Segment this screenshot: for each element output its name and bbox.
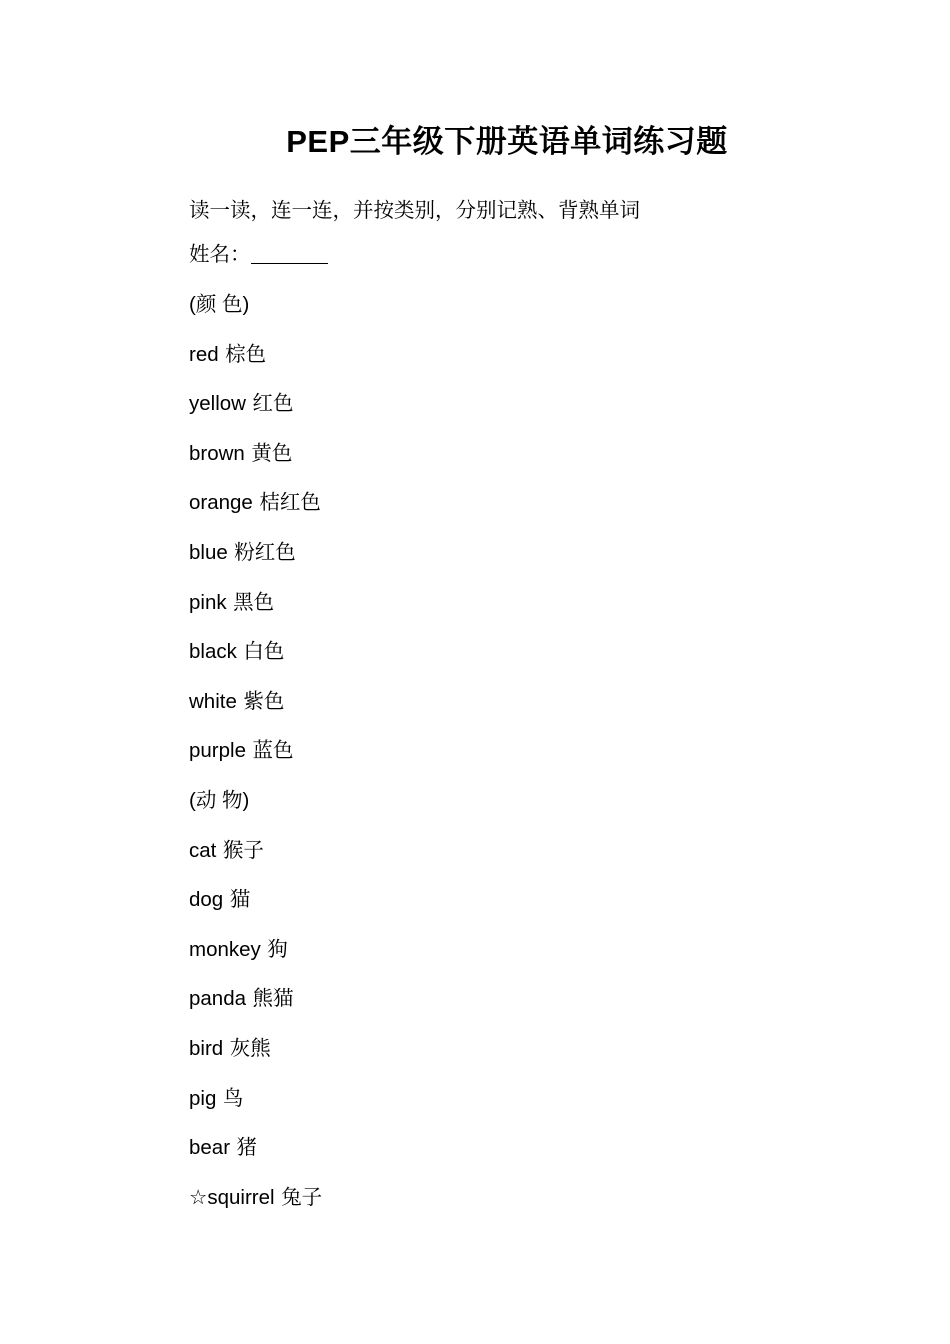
list-item bbox=[189, 437, 322, 487]
list-item bbox=[189, 635, 322, 685]
item-chinese: 狗 bbox=[260, 936, 288, 961]
instruction-text: 读一读，连一连，并按类别，分别记熟、背熟单词 bbox=[189, 198, 640, 222]
list-item bbox=[189, 1032, 322, 1082]
category-heading-colors bbox=[189, 288, 322, 338]
item-english: (颜 色) bbox=[189, 293, 250, 316]
item-chinese: 红色 bbox=[245, 391, 294, 416]
item-english: dog bbox=[189, 888, 224, 912]
item-english: panda bbox=[189, 987, 247, 1011]
list-item bbox=[189, 1082, 322, 1132]
name-label: 姓名： bbox=[189, 243, 251, 266]
item-english: monkey bbox=[189, 937, 261, 961]
item-english: brown bbox=[189, 441, 245, 465]
item-chinese: 鸟 bbox=[216, 1085, 244, 1110]
item-english: blue bbox=[189, 540, 228, 564]
item-chinese: 蓝色 bbox=[246, 738, 294, 763]
list-item bbox=[189, 933, 322, 983]
list-item bbox=[189, 734, 322, 784]
item-english: black bbox=[189, 640, 237, 664]
item-english: white bbox=[189, 689, 237, 713]
item-english: pink bbox=[189, 590, 227, 614]
item-chinese: 熊猫 bbox=[246, 986, 294, 1011]
category-heading-animals bbox=[189, 784, 322, 834]
item-chinese: 黑色 bbox=[226, 589, 275, 614]
item-chinese: 紫色 bbox=[236, 688, 285, 713]
item-chinese: 黄色 bbox=[244, 440, 293, 465]
item-chinese: 白色 bbox=[236, 639, 285, 664]
item-english: (动 物) bbox=[189, 788, 250, 812]
list-item bbox=[189, 486, 322, 536]
item-chinese: 粉红色 bbox=[227, 539, 296, 564]
name-blank-underline bbox=[251, 239, 328, 264]
item-english: cat bbox=[189, 838, 217, 862]
item-english: bear bbox=[189, 1136, 231, 1160]
list-item bbox=[189, 883, 322, 933]
item-english: red bbox=[189, 342, 219, 366]
item-english: pig bbox=[189, 1086, 217, 1110]
item-chinese: 灰熊 bbox=[223, 1035, 271, 1060]
item-english: purple bbox=[189, 739, 246, 763]
list-item bbox=[189, 387, 322, 437]
list-item bbox=[189, 834, 322, 884]
item-chinese: 兔子 bbox=[274, 1184, 323, 1209]
list-item bbox=[189, 338, 322, 388]
item-english: ☆squirrel bbox=[189, 1185, 275, 1209]
page-title: PEP三年级下册英语单词练习题 bbox=[286, 124, 728, 159]
item-english: bird bbox=[189, 1036, 224, 1060]
item-english: yellow bbox=[189, 392, 246, 416]
item-chinese: 猪 bbox=[230, 1135, 258, 1160]
list-item bbox=[189, 982, 322, 1032]
item-chinese: 桔红色 bbox=[252, 490, 321, 515]
item-chinese: 猴子 bbox=[216, 837, 264, 862]
list-item bbox=[189, 1181, 322, 1231]
name-field-line bbox=[189, 239, 328, 271]
list-item bbox=[189, 536, 322, 586]
item-english: orange bbox=[189, 491, 253, 515]
word-list bbox=[189, 288, 322, 1230]
list-item bbox=[189, 586, 322, 636]
item-chinese: 猫 bbox=[223, 887, 251, 912]
list-item bbox=[189, 1131, 322, 1181]
list-item bbox=[189, 685, 322, 735]
item-chinese: 棕色 bbox=[218, 341, 267, 366]
